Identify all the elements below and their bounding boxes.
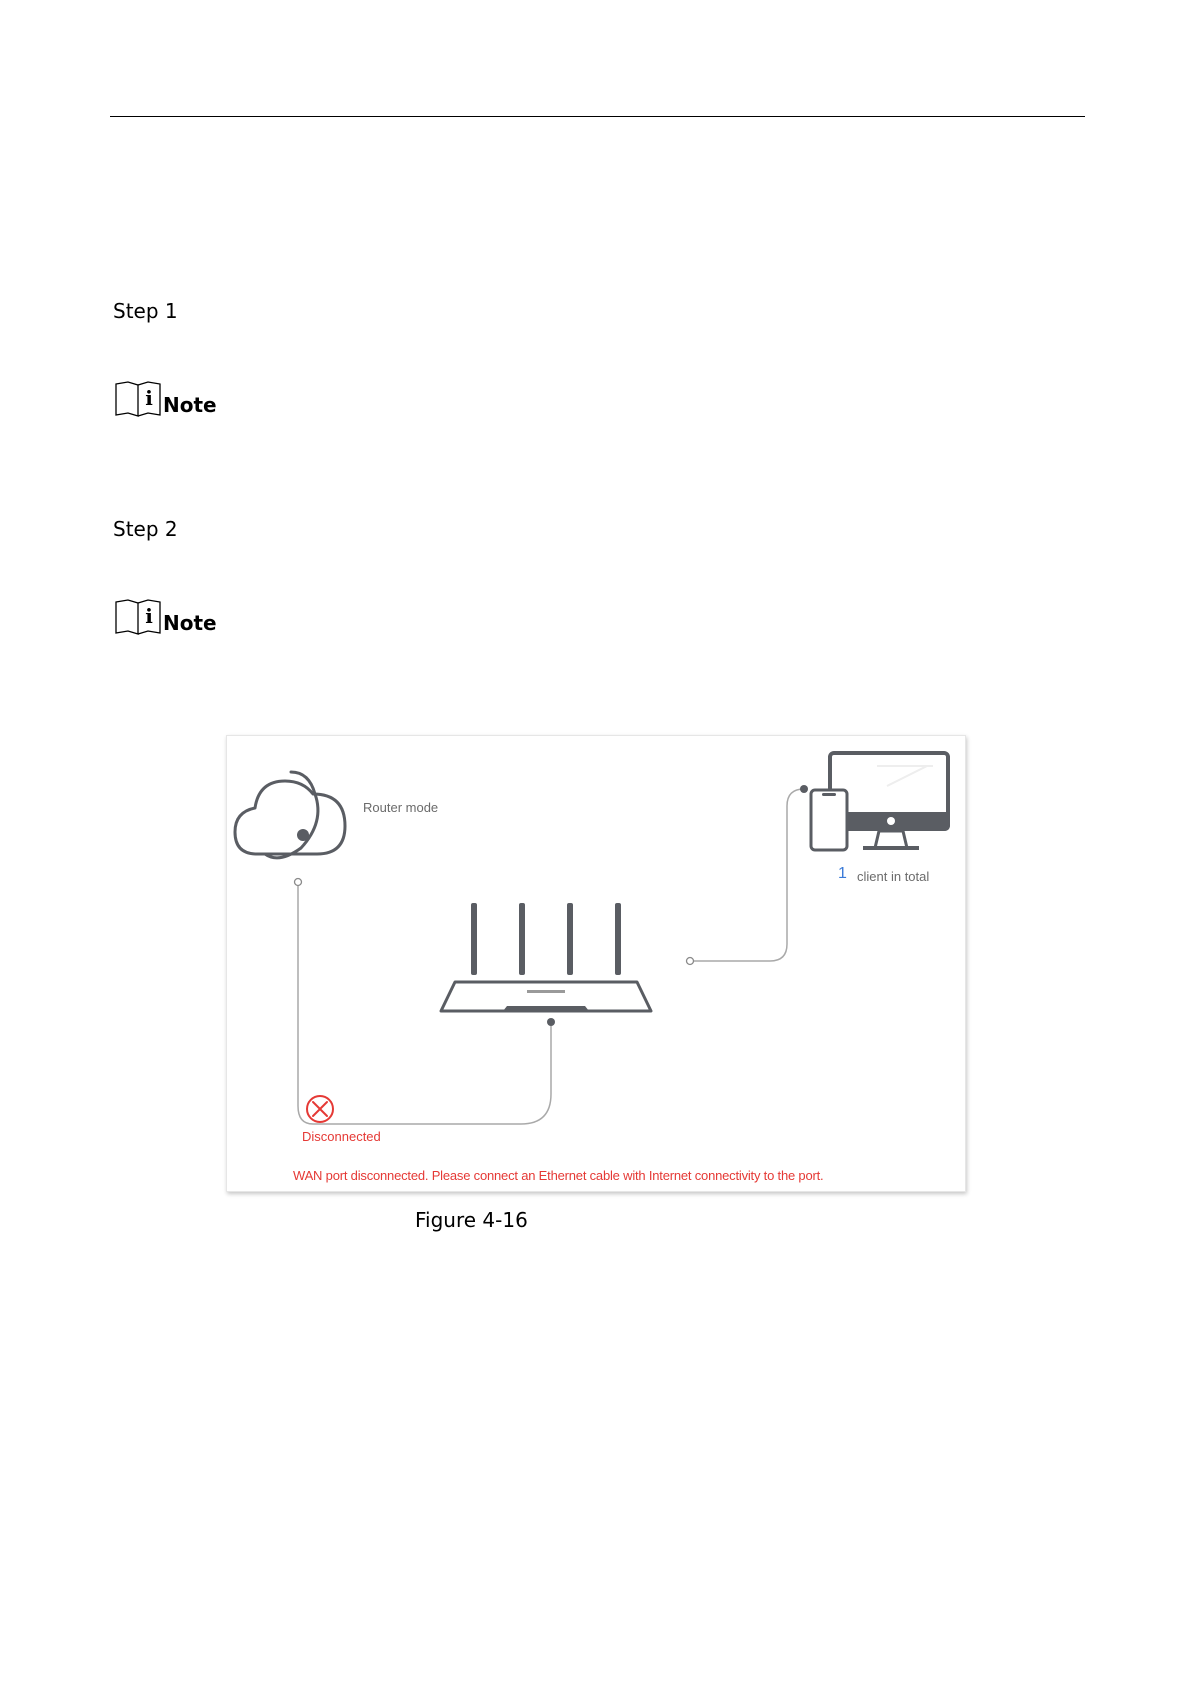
client-devices-icon [811, 753, 950, 850]
info-book-icon [114, 378, 162, 418]
note-block-1 [114, 378, 217, 418]
client-count[interactable]: 1 [838, 865, 847, 882]
router-mode-label: Router mode [363, 800, 439, 815]
wan-status-label: Disconnected [302, 1129, 381, 1144]
lan-link-line [690, 789, 804, 961]
router-icon [441, 903, 651, 1011]
header-rule [110, 116, 1085, 117]
router-lan-node [687, 958, 694, 965]
svg-text:i: i [145, 604, 153, 628]
step-2-label: Step 2 [113, 517, 178, 541]
figure-caption: Figure 4-16 [415, 1208, 528, 1232]
internet-cloud-icon [235, 772, 345, 858]
wan-warning-message: WAN port disconnected. Please connect an Ethernet cable with Internet connectivity to the port. [293, 1168, 824, 1183]
note-label: Note [163, 393, 217, 417]
disconnected-icon [307, 1096, 333, 1122]
router-wan-node [547, 1018, 555, 1026]
client-count-label: client in total [857, 869, 930, 884]
client-node [800, 785, 808, 793]
step-1-label: Step 1 [113, 299, 178, 323]
svg-text:i: i [145, 386, 153, 410]
info-book-icon [114, 596, 162, 636]
network-topology-figure [226, 735, 966, 1192]
note-block-2 [114, 596, 217, 636]
note-label: Note [163, 611, 217, 635]
topology-diagram [227, 736, 965, 1191]
cloud-port-node [295, 879, 302, 886]
